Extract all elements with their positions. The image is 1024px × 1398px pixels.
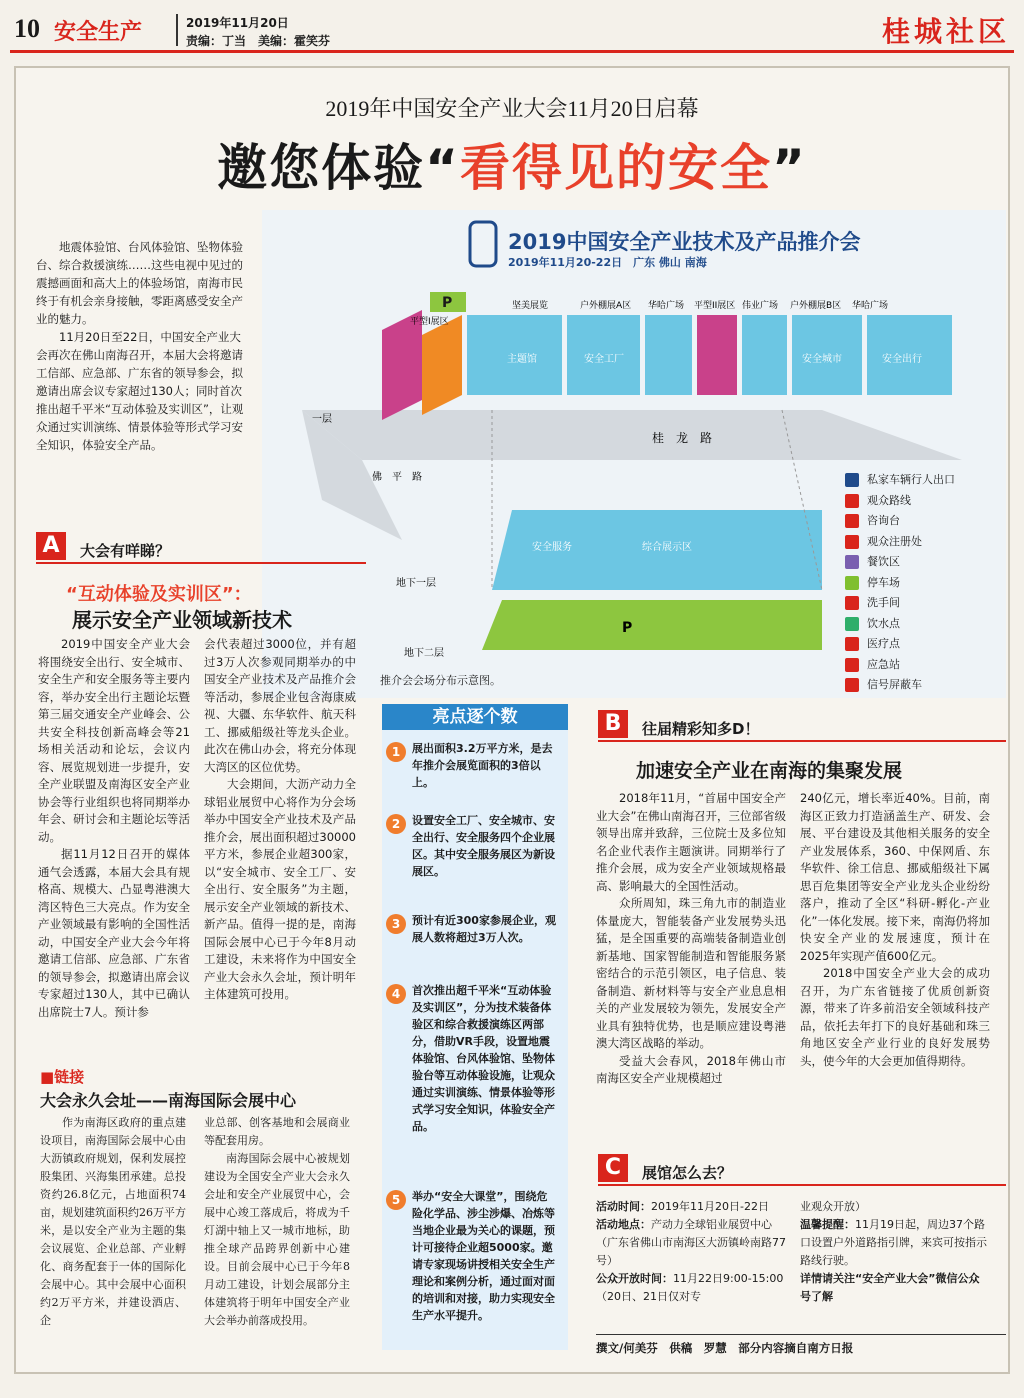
basement-label: 安全服务 [532,542,572,553]
hall-label: 主题馆 [507,354,537,365]
level-label: 一层 [312,414,332,425]
intro-paragraph: 11月20日至22日，中国安全产业大会再次在佛山南海召开，本届大会将邀请工信部、应急部、广东省的领导参会，拟邀请出席会议专家超过130人；同时首次推出超千平米“互动体验及实训区”，让观众通过实训演练、情景体验等形式学习安全知识，体验安全产品。 [36,330,244,452]
zone-label: 平型Ⅰ展区 [410,317,449,327]
section-name: 安全生产 [54,20,143,45]
hall-interactive [697,315,737,395]
parking-letter: P [442,295,453,311]
paragraph: 2018中国安全产业大会的成功召开，为广东省链接了优质创新资源，带来了许多前沿安全领域科技产品，依托去年打下的良好基础和珠三角地区安全产业行业的良好发展势头，使今年的大会更加值得期待。 [800,966,990,1068]
legend-label: 私家车辆行人出口 [867,473,955,486]
legend-swatch-icon [845,473,859,487]
section-b-rule [598,740,1006,742]
headline-highlight: 看得见的安全 [460,139,772,197]
highlight-item: 首次推出超千平米“互动体验及实训区”，分为技术装备体验区和综合救援演练区两部分，借助VR手段，设置地震体验馆、台风体验馆、坠物体验台等互动体验设施，让观众通过实训演练、情景体验等形式学习安全知识，体验安全产品。 [412,984,555,1133]
info-label: 活动时间： [596,1200,651,1213]
editors-credit: 责编：丁当 美编：霍笑芬 [186,34,331,48]
section-a-kicker: “互动体验及实训区”： [66,584,252,605]
highlight-item: 举办“安全大课堂”，围绕危险化学品、涉尘涉爆、冶炼等当地企业最为关心的课题，预计可接待企业超5000家。邀请专家现场讲授相关安全生产理论和案例分析，通过面对面的培训和对接，助力实现安全生产水平提升。 [412,1190,555,1322]
legend-label: 观众路线 [867,493,911,507]
legend-swatch-icon [845,617,859,631]
issue-date: 2019年11月20日 [186,16,289,30]
headline-suffix: ” [772,139,807,197]
section-b-title: 往届精彩知多D！ [642,720,760,738]
highlight-number: 4 [386,984,406,1004]
header-divider [176,14,178,46]
legend-item [845,616,900,632]
info-label: 公众开放时间： [596,1272,673,1285]
section-c-col1 [596,1198,786,1306]
map-date: 2019年11月20-22日 广东 佛山 南海 [508,256,707,269]
hall-header: 华哈广场 [852,301,889,311]
info-label: 活动地点： [596,1218,651,1231]
hall-header: 户外棚展B区 [790,301,842,311]
paragraph: 南海国际会展中心被规划建设为全国安全产业大会永久会址和安全产业展贸中心，会展中心竣工落成后，将成为千灯湖中轴上又一城市地标，助推全球产品跨界创新中心建设。目前会展中心已于今年8月动工建设，计划会展部分主体建筑将于明年中国安全产业大会举办前落成投用。 [204,1152,350,1327]
legend-item [845,493,911,509]
paragraph: 众所周知，珠三角九市的制造业体量庞大，智能装备产业发展势头迅猛，是全国重要的高端装备制造业创新基地、国家智能制造和智能服务紧密结合的示范引领区，电子信息、装备制造、新材料等与安全产业息息相关的产业发展较为领先，发展安全产业具有独特优势，也是顺应建设粤港澳大湾区战略的举动。 [596,896,786,1050]
credit-rule [596,1334,1006,1335]
intro-text [36,238,252,454]
legend-item [845,472,955,488]
legend-label: 咨询台 [867,514,900,527]
highlight-number: 5 [386,1190,406,1210]
legend-swatch-icon [845,678,859,692]
link-headline: 大会永久会址——南海国际会展中心 [40,1091,297,1110]
info-line [596,1198,786,1216]
level-label: 地下二层 [404,648,444,659]
highlight-number: 1 [386,742,406,762]
info-line [800,1270,990,1306]
legend-label: 医疗点 [867,637,900,650]
info-value: 11月19日起，周边37个路口设置户外道路指引牌，来宾可按指示路线行驶。 [800,1218,987,1267]
legend-item [845,554,900,570]
legend-swatch-icon [845,576,859,590]
page-header [0,0,1024,56]
legend-item [845,575,900,591]
info-line [800,1198,990,1216]
info-value: 2019年11月20日-22日 [651,1200,769,1213]
hall-header: 伟业广场 [742,301,779,311]
link-col1 [40,1114,186,1330]
highlight-number: 3 [386,914,406,934]
highlight-item: 预计有近300家参展企业，观展人数将超过3万人次。 [412,914,556,944]
level-label: 地下一层 [396,578,436,589]
legend-label: 应急站 [867,657,900,671]
hall-header: 户外棚展A区 [580,301,632,311]
highlight-item: 展出面积3.2万平方米，是去年推介会展览面积的3倍以上。 [412,742,553,789]
section-a-title: 大会有咩睇？ [80,542,171,560]
legend-swatch-icon [845,555,859,569]
legend-swatch-icon [845,535,859,549]
section-c-rule [598,1184,1006,1186]
section-a-col2 [204,636,356,1004]
section-c-title: 展馆怎么去？ [642,1164,733,1182]
paragraph: 大会期间，大沥产动力全球铝业展贸中心将作为分会场举办中国安全产业技术及产品推介会，展出面积超过30000平方米，参展企业超300家，以“安全城市、安全工厂、安全出行、安全服务”为主题，展示安全产业领域的新技术、新产品。值得一提的是，南海国际会展中心已于今年8月动工建设，未来将作为中国安全产业大会永久会址，预计明年主体建筑可投用。 [204,777,356,1001]
map-caption: 推介会会场分布示意图。 [380,674,501,687]
hall-label: 安全工厂 [584,354,624,365]
road-name: 桂 龙 路 [652,431,713,445]
header-rule [10,50,1014,53]
legend-swatch-icon [845,514,859,528]
highlights-title: 亮点逐个数 [382,704,568,730]
page-number: 10 [14,14,40,43]
paragraph: 业总部、创客基地和会展商业等配套用房。 [204,1116,350,1147]
link-col2 [204,1114,350,1330]
section-c-badge: C [598,1154,628,1182]
article-subtitle: 2019年中国安全产业大会11月20日启幕 [325,96,699,121]
legend-swatch-icon [845,637,859,651]
hall-interactive-2 [742,315,787,395]
section-b-headline: 加速安全产业在南海的集聚发展 [636,760,903,782]
info-label: 温馨提醒： [800,1218,855,1231]
hall-label: 安全出行 [882,354,922,365]
legend-item [845,677,922,693]
paragraph: 作为南海区政府的重点建设项目，南海国际会展中心由大沥镇政府规划，保利发展控股集团、兴海集团承建。总投资约26.8亿元，占地面积74亩，规划建筑面积约26万平方米，是以安全产业为主题的集会议展览、企业总部、产业孵化、商务配套于一体的国际化会展中心。其中会展中心面积约2万平方米，并建设酒店、企 [40,1116,186,1327]
section-b-col2 [800,790,990,1070]
info-line [800,1216,990,1270]
road-name-2: 佛 平 路 [372,472,422,483]
hall-label: 安全城市 [802,354,842,365]
legend-swatch-icon [845,494,859,508]
info-value: 业观众开放） [800,1200,866,1213]
basement-2-parking [482,600,822,650]
paragraph: 会代表超过3000位，并有超过3万人次参观同期举办的中国安全产业技术及产品推介会等活动，参展企业包含海康威视、大疆、东华软件、航天科工、挪威船级社等龙头企业。此次在佛山办会，将充分体现大湾区的区位优势。 [204,637,356,774]
legend-label: 餐饮区 [867,555,900,568]
legend-label: 洗手间 [867,596,900,609]
highlight-item: 设置安全工厂、安全城市、安全出行、安全服务四个企业展区。其中安全服务展区为新设展区。 [412,814,555,878]
section-a-rule [36,562,366,564]
section-a-badge: A [36,532,66,560]
link-tag: ■链接 [40,1068,85,1086]
legend-item [845,513,900,529]
legend-item [845,534,922,550]
paragraph: 受益大会春风，2018年佛山市南海区安全产业规模超过 [596,1053,786,1085]
info-line [596,1270,786,1306]
legend-label: 信号屏蔽车 [867,678,922,691]
hall-header: 华哈广场 [648,301,685,311]
info-value: 产动力全球铝业展贸中心（广东省佛山市南海区大沥镇岭南路77号） [596,1218,786,1267]
highlight-number: 2 [386,814,406,834]
section-a-col1 [38,636,190,1021]
section-b-badge: B [598,710,628,738]
legend-item [845,595,900,611]
legend-label: 饮水点 [867,616,900,630]
basement-label: 综合展示区 [642,542,692,553]
masthead-logo: 桂城社区 [881,15,1010,48]
legend-label: 停车场 [867,575,900,589]
article-headline [0,128,1024,200]
section-c-col2 [800,1198,990,1306]
hall-header: 平型II展区 [694,301,736,311]
paragraph: 据11月12日召开的媒体通气会透露，本届大会具有规格高、规模大、凸显粤港澳大湾区特色三大亮点。作为安全产业领域最有影响的全国性活动，中国安全产业大会今年将邀请工信部、应急部、广东省的领导参会，拟邀请出席会议专家超过130人，其中已确认出席院士7人。预计参 [38,847,190,1019]
intro-paragraph: 地震体验馆、台风体验馆、坠物体验台、综合救援演练……这些电视中见过的震撼画面和高大上的体验场馆，南海市民终于有机会亲身接触，零距离感受安全产业的魅力。 [36,240,243,326]
info-value: 11月22日9:00-15:00（20日、21日仅对专 [596,1272,784,1303]
paragraph: 240亿元，增长率近40%。目前，南海区正致力打造涵盖生产、研发、会展、平台建设及其他相关服务的安全产业发展体系，360、中保网盾、东华软件、徐工信息、挪威船级社下属思百危集团等安全产业龙头企业纷纷落户，推动了全区“科研-孵化-产业化”一体化发展。接下来，南海仍将加快安全产业的发展速度，预计在2025年实现产值600亿元。 [800,791,990,963]
legend-label: 观众注册处 [867,534,922,548]
legend-swatch-icon [845,596,859,610]
hall-factory-2 [645,315,692,395]
credit-line: 撰文/何美芬 供稿 罗慧 部分内容摘自南方日报 [596,1341,854,1355]
basement-parking-letter: P [622,620,633,636]
legend-item [845,657,900,673]
paragraph: 2018年11月，“首届中国安全产业大会”在佛山南海召开，三位部省级领导出席并致辞，三位院士及多位知名企业代表作主题演讲。同期举行了推介会展，成为安全产业领域规格最高、影响最大的全国性活动。 [596,791,786,893]
section-b-col1 [596,790,786,1088]
map-title: 2019中国安全产业技术及产品推介会 [508,230,861,254]
section-a-headline: 展示安全产业领域新技术 [72,608,292,632]
paragraph: 2019中国安全产业大会将围绕安全出行、安全城市、安全生产和安全服务等主要内容，举办安全出行主题论坛暨第三届交通安全产业峰会、公共安全科技创新高峰会等21场相关活动和论坛，会议内容、展览规划进一步提升，安全产业联盟及南海区安全产业协会等行业组织也将同期举办年会、研讨会和主题论坛等活动。 [38,637,190,844]
info-value: 详情请关注“安全产业大会”微信公众号了解 [800,1272,980,1303]
headline-prefix: 邀您体验“ [217,139,460,197]
legend-swatch-icon [845,658,859,672]
info-line [596,1216,786,1270]
hall-header: 坚美展览 [512,301,549,311]
legend-item [845,636,900,652]
